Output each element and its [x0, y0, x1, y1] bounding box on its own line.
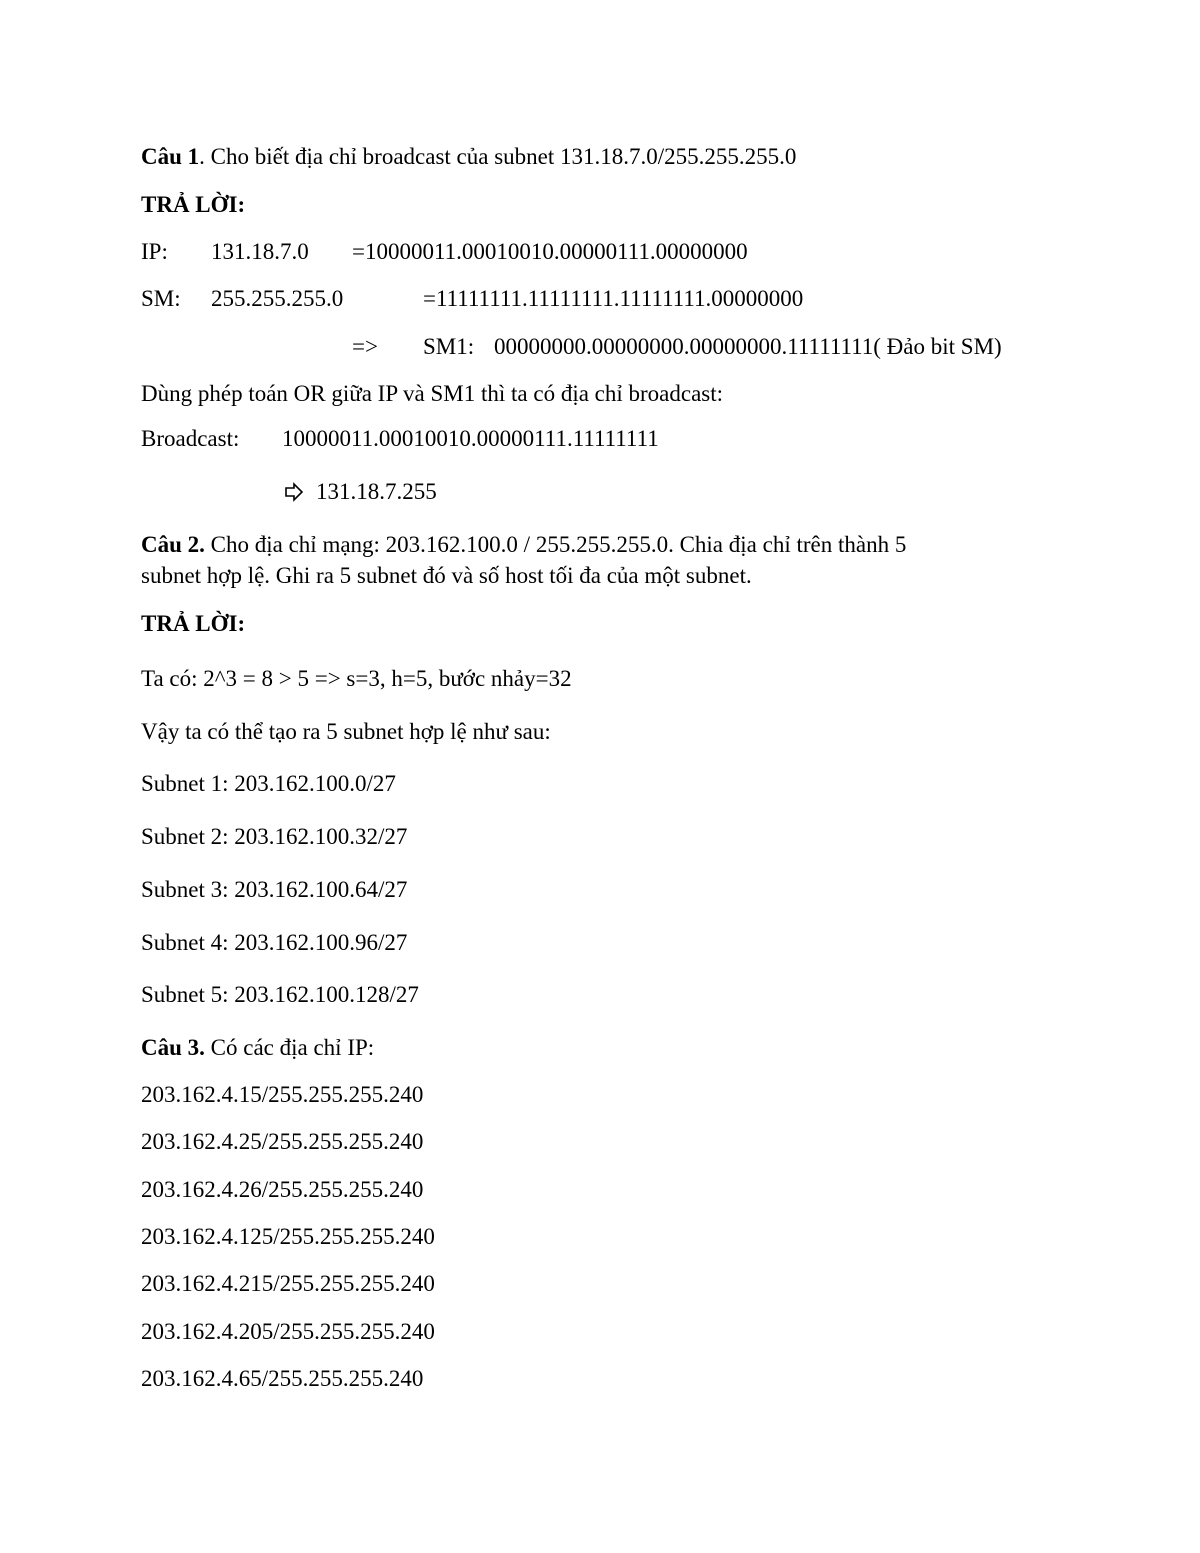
sm1-arrow: =>	[352, 334, 378, 359]
broadcast-result: 131.18.7.255	[316, 479, 437, 504]
q3-title: Câu 3. Có các địa chỉ IP:	[141, 1035, 375, 1060]
subnet-item: Subnet 4: 203.162.100.96/27	[141, 930, 408, 955]
q2-intro: Vậy ta có thể tạo ra 5 subnet hợp lệ như sau:	[141, 719, 551, 744]
q2-title: Câu 2. Cho địa chỉ mạng: 203.162.100.0 / 255.255.255.0. Chia địa chỉ trên thành 5	[141, 532, 907, 557]
subnet-item: Subnet 2: 203.162.100.32/27	[141, 824, 408, 849]
ip-list-item: 203.162.4.215/255.255.255.240	[141, 1271, 435, 1296]
subnet-item: Subnet 3: 203.162.100.64/27	[141, 877, 408, 902]
ip-list-item: 203.162.4.25/255.255.255.240	[141, 1129, 424, 1154]
q2-label: Câu 2.	[141, 532, 205, 557]
sm-label: SM:	[141, 286, 181, 311]
q1-title	[141, 143, 796, 171]
q2-answer-heading: TRẢ LỜI:	[141, 611, 246, 636]
broadcast-binary: 10000011.00010010.00000111.11111111	[282, 426, 659, 451]
sm-value: 255.255.255.0	[211, 286, 344, 311]
ip-list-item: 203.162.4.125/255.255.255.240	[141, 1224, 435, 1249]
q1-or-text: Dùng phép toán OR giữa IP và SM1 thì ta có địa chỉ broadcast:	[141, 381, 724, 406]
subnet-item: Subnet 5: 203.162.100.128/27	[141, 982, 419, 1007]
q2-calc: Ta có: 2^3 = 8 > 5 => s=3, h=5, bước nhảy=32	[141, 666, 572, 691]
sm-binary: =11111111.11111111.11111111.00000000	[423, 286, 804, 311]
arrow-right-icon	[284, 478, 304, 513]
broadcast-label: Broadcast:	[141, 426, 240, 451]
ip-list-item: 203.162.4.15/255.255.255.240	[141, 1082, 424, 1107]
subnet-item: Subnet 1: 203.162.100.0/27	[141, 771, 396, 796]
q2-title-line2: subnet hợp lệ. Ghi ra 5 subnet đó và số host tối đa của một subnet.	[141, 563, 752, 588]
q1-label: Câu 1	[141, 144, 200, 169]
sm1-binary: 00000000.00000000.00000000.11111111( Đảo bit SM)	[494, 334, 1002, 359]
q3-label: Câu 3.	[141, 1035, 205, 1060]
ip-label: IP:	[141, 239, 168, 264]
ip-list-item: 203.162.4.26/255.255.255.240	[141, 1177, 424, 1202]
q1-text: . Cho biết địa chỉ broadcast của subnet 131.18.7.0/255.255.255.0	[199, 144, 797, 169]
q1-answer-heading: TRẢ LỜI:	[141, 192, 246, 217]
ip-binary: =10000011.00010010.00000111.00000000	[352, 239, 748, 264]
ip-list-item: 203.162.4.205/255.255.255.240	[141, 1319, 435, 1344]
sm1-label: SM1:	[423, 334, 475, 359]
ip-list-item: 203.162.4.65/255.255.255.240	[141, 1366, 424, 1391]
ip-value: 131.18.7.0	[211, 239, 309, 264]
